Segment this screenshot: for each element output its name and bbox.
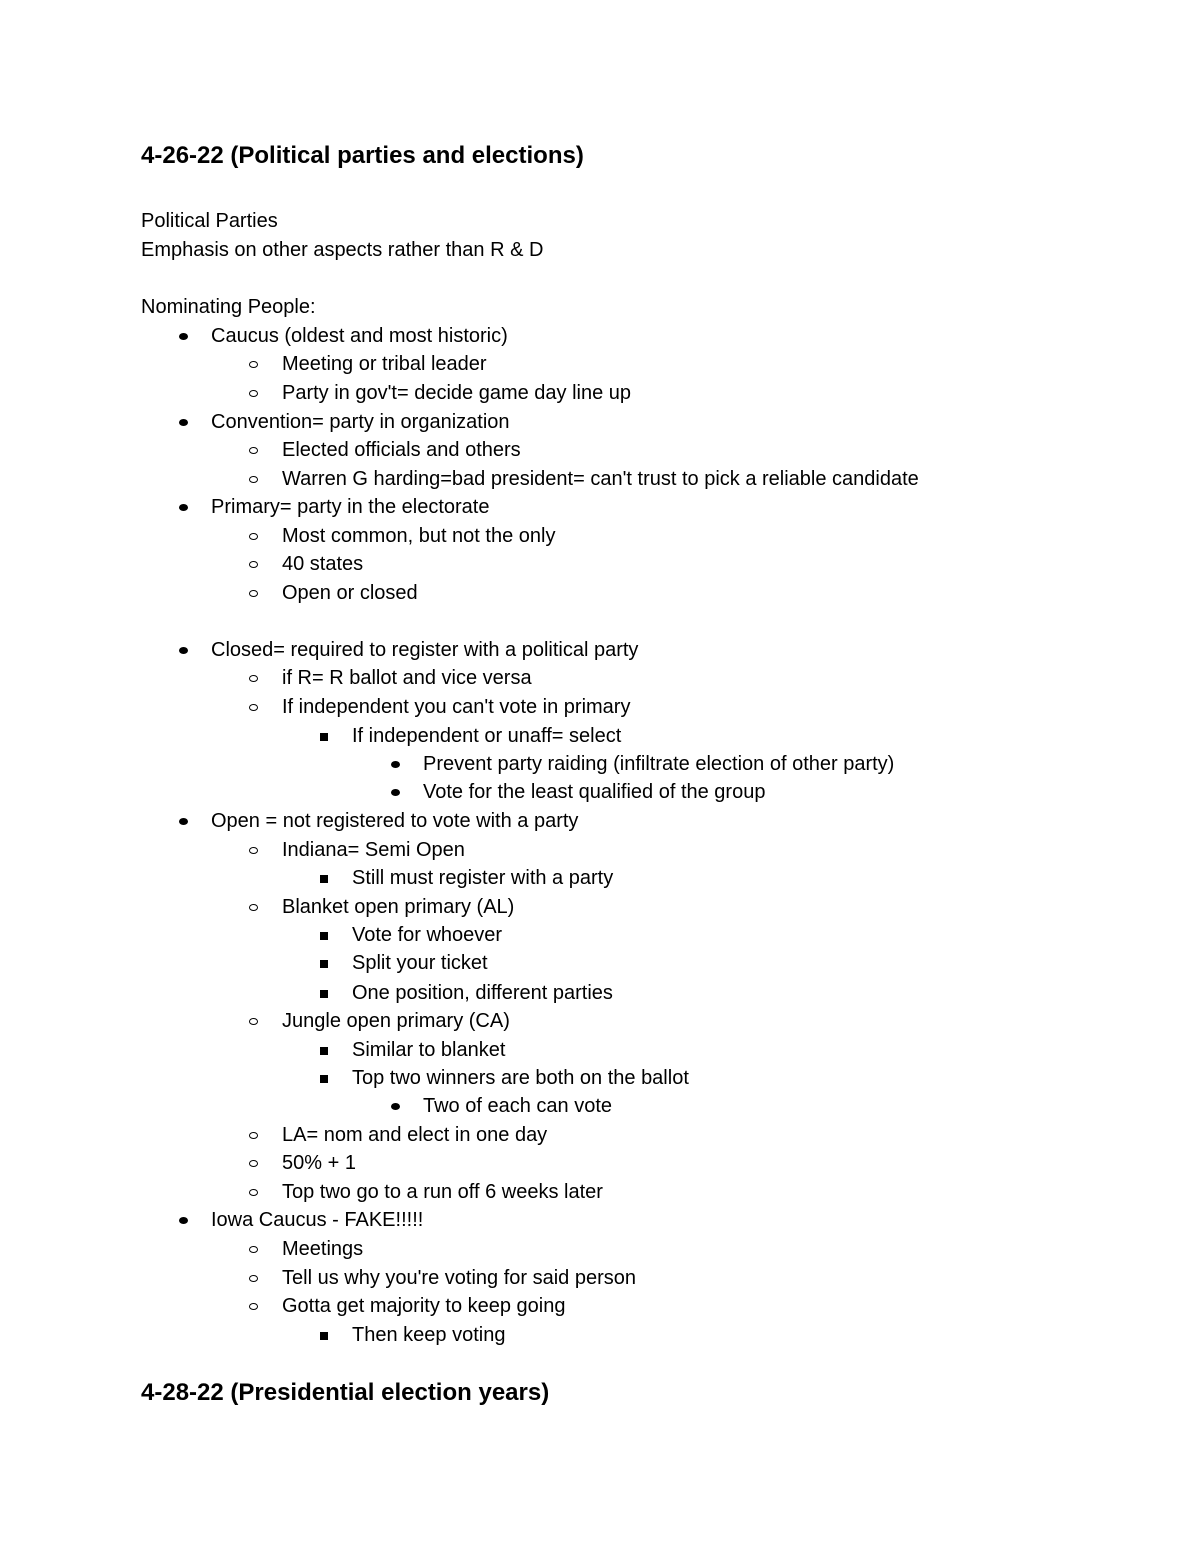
list-item-level-3: Split your ticket [352,952,488,974]
square-bullet-icon [315,983,335,1003]
square-bullet-icon [315,953,335,973]
list-item-level-2: Gotta get majority to keep going [282,1295,566,1317]
list-item-level-3: Similar to blanket [352,1039,506,1061]
list-item-level-2: Tell us why you're voting for said person [282,1267,636,1289]
list-item-level-2: Jungle open primary (CA) [282,1010,510,1032]
list-item-level-4: Two of each can vote [423,1095,613,1117]
list-item-level-3: If independent or unaff= select [352,725,622,747]
list-item-level-2: Meeting or tribal leader [282,353,487,375]
circle-bullet-icon [245,383,265,403]
list-item-level-1: Closed= required to register with a political party [211,639,639,661]
list-item-level-1: Open = not registered to vote with a party [211,810,579,832]
list-item-level-2: Open or closed [282,582,418,604]
intro-line-1: Political Parties [141,210,278,232]
list-item-level-4: Prevent party raiding (infiltrate election of other party) [423,753,895,775]
list-item-level-3: Still must register with a party [352,867,614,889]
circle-bullet-icon [245,1182,265,1202]
list-item-level-2: 50% + 1 [282,1152,356,1174]
list-item-level-2: Party in gov't= decide game day line up [282,382,632,404]
circle-bullet-icon [245,840,265,860]
list-item-level-2: Warren G harding=bad president= can't trust to pick a reliable candidate [282,468,919,490]
square-bullet-icon [315,1325,335,1345]
list-item-level-1: Iowa Caucus - FAKE!!!!! [211,1209,424,1231]
list-item-level-2: 40 states [282,553,364,575]
list-item-level-3: Top two winners are both on the ballot [352,1067,689,1089]
circle-bullet-icon [245,354,265,374]
disc-bullet-icon [174,1210,194,1230]
circle-bullet-icon [245,526,265,546]
disc-bullet-icon [174,326,194,346]
circle-bullet-icon [245,1125,265,1145]
list-item-level-2: LA= nom and elect in one day [282,1124,548,1146]
circle-bullet-icon [245,897,265,917]
list-item-level-4: Vote for the least qualified of the group [423,781,766,803]
disc-bullet-icon [386,754,406,774]
square-bullet-icon [315,1040,335,1060]
nominating-label: Nominating People: [141,296,316,318]
section-heading-4-28-22: 4-28-22 (Presidential election years) [141,1379,550,1406]
circle-bullet-icon [245,668,265,688]
list-item-level-2: if R= R ballot and vice versa [282,667,532,689]
list-item-level-1: Convention= party in organization [211,411,510,433]
list-item-level-2: Blanket open primary (AL) [282,896,515,918]
list-item-level-3: Vote for whoever [352,924,503,946]
disc-bullet-icon [174,640,194,660]
circle-bullet-icon [245,440,265,460]
disc-bullet-icon [174,412,194,432]
section-heading-4-26-22: 4-26-22 (Political parties and elections) [141,142,584,169]
circle-bullet-icon [245,1153,265,1173]
square-bullet-icon [315,1068,335,1088]
circle-bullet-icon [245,469,265,489]
circle-bullet-icon [245,583,265,603]
square-bullet-icon [315,925,335,945]
circle-bullet-icon [245,554,265,574]
list-item-level-2: Top two go to a run off 6 weeks later [282,1181,603,1203]
list-item-level-1: Primary= party in the electorate [211,496,490,518]
disc-bullet-icon [174,497,194,517]
list-item-level-2: If independent you can't vote in primary [282,696,631,718]
list-item-level-2: Most common, but not the only [282,525,556,547]
circle-bullet-icon [245,1296,265,1316]
list-item-level-3: Then keep voting [352,1324,506,1346]
list-item-level-2: Meetings [282,1238,364,1260]
circle-bullet-icon [245,1239,265,1259]
list-item-level-3: One position, different parties [352,982,613,1004]
list-item-level-1: Caucus (oldest and most historic) [211,325,508,347]
list-item-level-2: Indiana= Semi Open [282,839,465,861]
circle-bullet-icon [245,1011,265,1031]
circle-bullet-icon [245,697,265,717]
disc-bullet-icon [386,782,406,802]
intro-line-2: Emphasis on other aspects rather than R & D [141,239,544,261]
disc-bullet-icon [174,811,194,831]
disc-bullet-icon [386,1096,406,1116]
circle-bullet-icon [245,1268,265,1288]
square-bullet-icon [315,868,335,888]
list-item-level-2: Elected officials and others [282,439,521,461]
square-bullet-icon [315,726,335,746]
